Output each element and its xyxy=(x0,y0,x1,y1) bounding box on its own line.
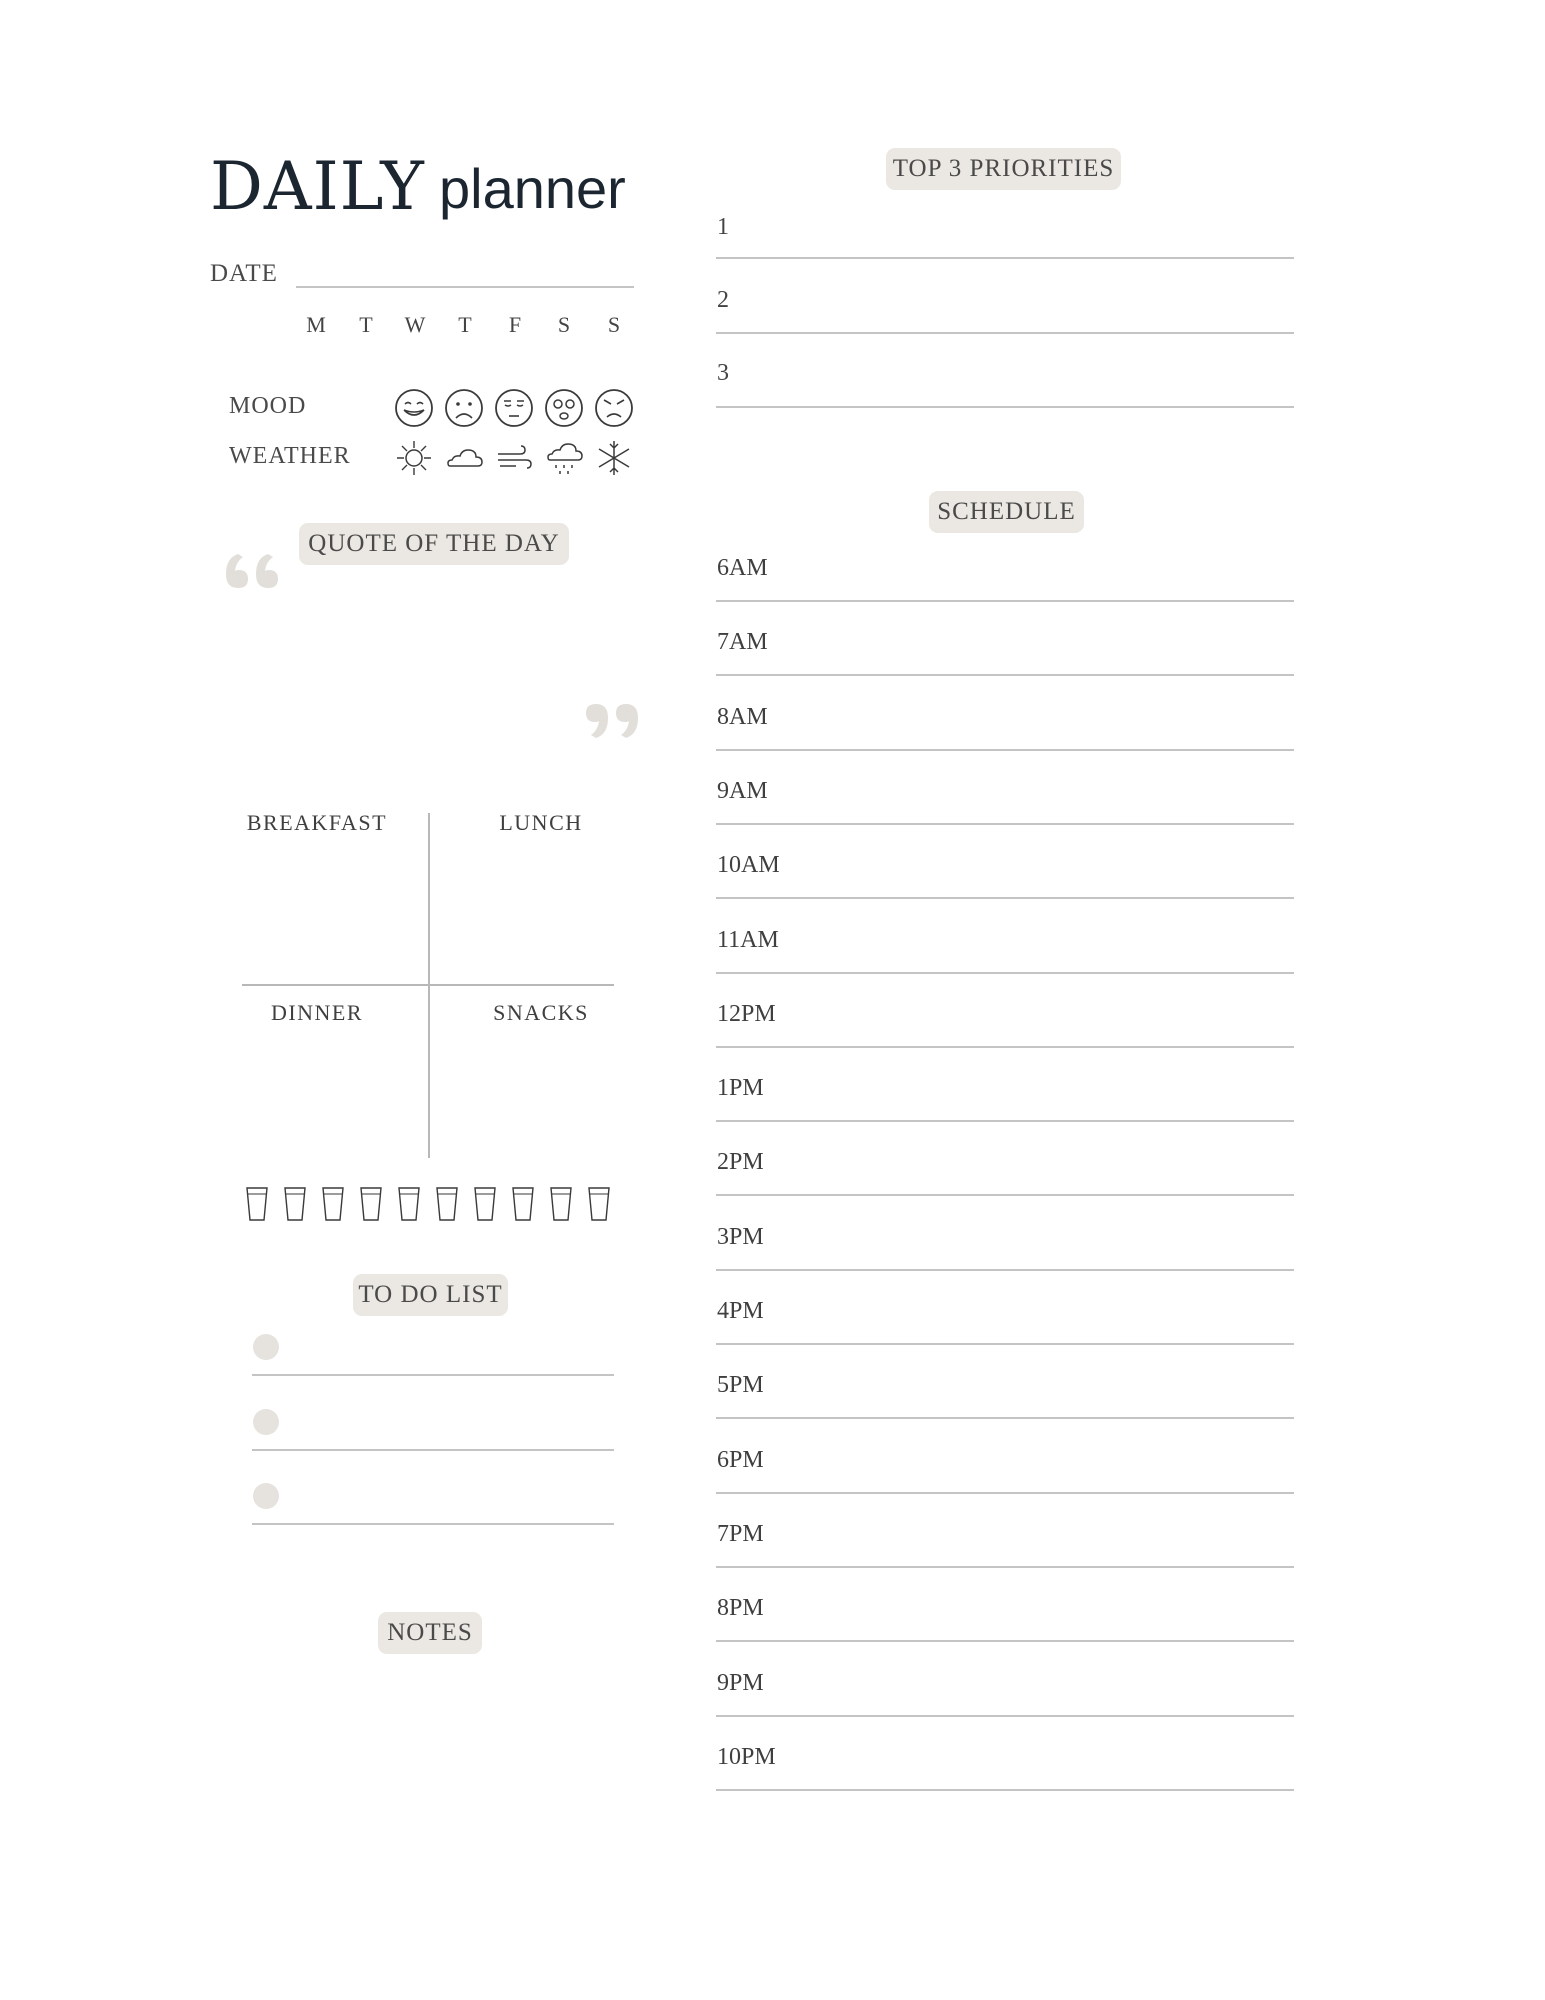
neutral-face-icon[interactable] xyxy=(494,388,534,428)
day-monday[interactable]: M xyxy=(306,312,326,337)
dinner-label: DINNER xyxy=(270,1000,364,1025)
priority-line[interactable] xyxy=(716,257,1294,259)
schedule-time-label: 6PM xyxy=(717,1446,764,1473)
water-glass-icon[interactable] xyxy=(435,1186,459,1222)
sun-icon[interactable] xyxy=(394,438,434,478)
todo-line[interactable] xyxy=(252,1374,614,1376)
schedule-line[interactable] xyxy=(716,1343,1294,1345)
priority-line[interactable] xyxy=(716,332,1294,334)
schedule-time-label: 6AM xyxy=(717,555,768,581)
snacks-label: SNACKS xyxy=(493,1000,589,1025)
water-glass-icon[interactable] xyxy=(397,1186,421,1222)
schedule-line[interactable] xyxy=(716,1046,1294,1048)
top-priorities-header: TOP 3 PRIORITIES xyxy=(886,148,1121,190)
schedule-time-label: 11AM xyxy=(717,926,779,953)
open-quote-icon xyxy=(224,550,282,592)
schedule-line[interactable] xyxy=(716,1789,1294,1791)
day-thursday[interactable]: T xyxy=(458,312,472,337)
schedule-time-label: 7PM xyxy=(717,1520,764,1547)
schedule-line[interactable] xyxy=(716,897,1294,899)
schedule-time-label: 9AM xyxy=(717,777,768,804)
cloud-icon[interactable] xyxy=(444,438,484,478)
schedule-line[interactable] xyxy=(716,1194,1294,1196)
sad-face-icon[interactable] xyxy=(444,388,484,428)
page-title-planner: planner xyxy=(439,157,626,220)
water-glass-icon[interactable] xyxy=(549,1186,573,1222)
priority-number: 3 xyxy=(717,360,729,386)
angry-face-icon[interactable] xyxy=(594,388,634,428)
lunch-label: LUNCH xyxy=(499,810,583,835)
schedule-line[interactable] xyxy=(716,1566,1294,1568)
schedule-time-label: 7AM xyxy=(717,629,768,656)
shocked-face-icon[interactable] xyxy=(544,388,584,428)
water-glass-icon[interactable] xyxy=(321,1186,345,1222)
snowflake-icon[interactable] xyxy=(594,438,634,478)
water-glass-icon[interactable] xyxy=(511,1186,535,1222)
mood-label: MOOD xyxy=(229,393,307,419)
schedule-line[interactable] xyxy=(716,1269,1294,1271)
date-label: DATE xyxy=(210,260,278,287)
schedule-time-label: 10AM xyxy=(717,852,780,879)
close-quote-icon xyxy=(582,700,640,742)
schedule-line[interactable] xyxy=(716,749,1294,751)
schedule-header: SCHEDULE xyxy=(929,491,1084,533)
breakfast-label: BREAKFAST xyxy=(246,810,388,835)
weather-label: WEATHER xyxy=(229,443,351,469)
quote-text-area[interactable] xyxy=(240,600,630,700)
priority-number: 1 xyxy=(717,214,729,240)
water-glass-icon[interactable] xyxy=(359,1186,383,1222)
day-tuesday[interactable]: T xyxy=(359,312,373,337)
priority-line[interactable] xyxy=(716,406,1294,408)
day-saturday[interactable]: S xyxy=(557,312,571,337)
schedule-time-label: 10PM xyxy=(717,1743,776,1770)
todo-checkbox[interactable] xyxy=(253,1409,279,1435)
schedule-line[interactable] xyxy=(716,1715,1294,1717)
water-glass-icon[interactable] xyxy=(283,1186,307,1222)
schedule-time-label: 3PM xyxy=(717,1223,764,1250)
water-glass-icon[interactable] xyxy=(473,1186,497,1222)
meal-grid-horizontal-divider xyxy=(242,984,614,986)
schedule-time-label: 8PM xyxy=(717,1595,764,1622)
schedule-line[interactable] xyxy=(716,972,1294,974)
todo-checkbox[interactable] xyxy=(253,1483,279,1509)
water-glass-icon[interactable] xyxy=(245,1186,269,1222)
schedule-time-label: 12PM xyxy=(717,1000,776,1027)
todo-list-header: TO DO LIST xyxy=(353,1274,508,1316)
todo-line[interactable] xyxy=(252,1523,614,1525)
schedule-time-label: 2PM xyxy=(717,1149,764,1176)
day-wednesday[interactable]: W xyxy=(404,312,426,337)
schedule-line[interactable] xyxy=(716,1120,1294,1122)
todo-checkbox[interactable] xyxy=(253,1334,279,1360)
schedule-line[interactable] xyxy=(716,674,1294,676)
priority-number: 2 xyxy=(717,287,729,313)
schedule-line[interactable] xyxy=(716,823,1294,825)
schedule-time-label: 4PM xyxy=(717,1298,764,1324)
schedule-line[interactable] xyxy=(716,1640,1294,1642)
schedule-line[interactable] xyxy=(716,1492,1294,1494)
rain-cloud-icon[interactable] xyxy=(544,438,584,478)
schedule-line[interactable] xyxy=(716,600,1294,602)
schedule-time-label: 9PM xyxy=(717,1669,764,1696)
happy-face-icon[interactable] xyxy=(394,388,434,428)
wind-icon[interactable] xyxy=(494,438,534,478)
day-sunday[interactable]: S xyxy=(607,312,621,337)
schedule-time-label: 1PM xyxy=(717,1075,764,1102)
todo-line[interactable] xyxy=(252,1449,614,1451)
quote-of-the-day-header: QUOTE OF THE DAY xyxy=(299,523,569,565)
day-friday[interactable]: F xyxy=(508,312,522,337)
schedule-line[interactable] xyxy=(716,1417,1294,1419)
page-title-daily: DAILY xyxy=(210,148,425,225)
notes-header: NOTES xyxy=(378,1612,482,1654)
schedule-time-label: 5PM xyxy=(717,1372,764,1399)
water-glass-icon[interactable] xyxy=(587,1186,611,1222)
schedule-time-label: 8AM xyxy=(717,703,768,730)
date-input-line[interactable] xyxy=(296,286,634,288)
